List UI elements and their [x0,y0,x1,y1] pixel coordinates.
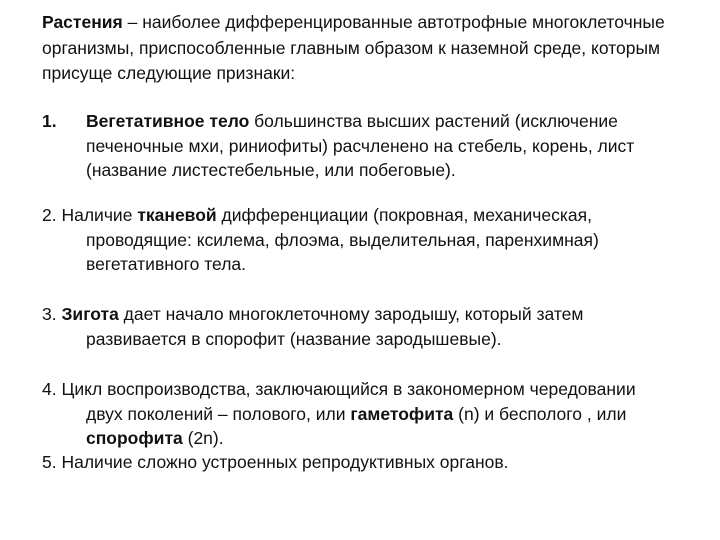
list-item-4-hang-a: двух поколений – полового, или [86,403,351,424]
list-item-2-hang: проводящие: ксилема, флоэма, выделительная, паренхимная) вегетативного тела. [86,229,599,274]
list-item-1 [42,109,682,183]
list-item-2 [42,203,682,277]
list-item-4-bold-sporophyte: спорофита [86,428,183,448]
intro-paragraph [42,10,682,87]
intro-text: – наиболее дифференцированные автотрофные многоклеточные организмы, приспособленные главным образом к наземной среде, которым присуще следующие признаки: [42,12,665,83]
list-item-3 [42,302,682,351]
list-item-5-text: 5. Наличие сложно устроенных репродуктивных органов. [42,452,509,472]
list-item-2-bold: тканевой [137,205,217,225]
list-item-4-hang-b: (n) и бесполого , или [453,403,627,424]
list-item-4-hang [42,402,682,451]
list-item-1-text [42,109,682,183]
list-item-4-bold-gametophyte: гаметофита [350,403,454,424]
list-item-4-lead: 4. Цикл воспроизводства, заключающийся в закономерном чередовании [42,379,636,399]
list-item-4 [42,377,682,451]
list-item-3-bold: Зигота [61,304,119,324]
list-item-1-bold: Вегетативное тело [86,111,250,131]
list-item-2-first-rest: дифференциации (покровная, механическая, [216,205,593,225]
list-item-1-rest: большинства высших растений (исключение печеночные мхи, риниофиты) расчленено на стебель, корень, лист (название листестебельные, или побеговые). [86,111,635,180]
list-item-5 [42,450,682,475]
list-item-3-hang: развивается в спорофит (название зародышевые). [86,328,502,349]
list-item-1-number: 1. [42,111,57,131]
list-item-3-first-rest: дает начало многоклеточному зародышу, который затем [118,304,584,324]
list-item-4-hang-c: (2n). [182,428,224,448]
intro-term: Растения [42,12,123,32]
list-item-2-lead: 2. Наличие [42,205,138,225]
list-item-3-lead: 3. [42,304,62,324]
